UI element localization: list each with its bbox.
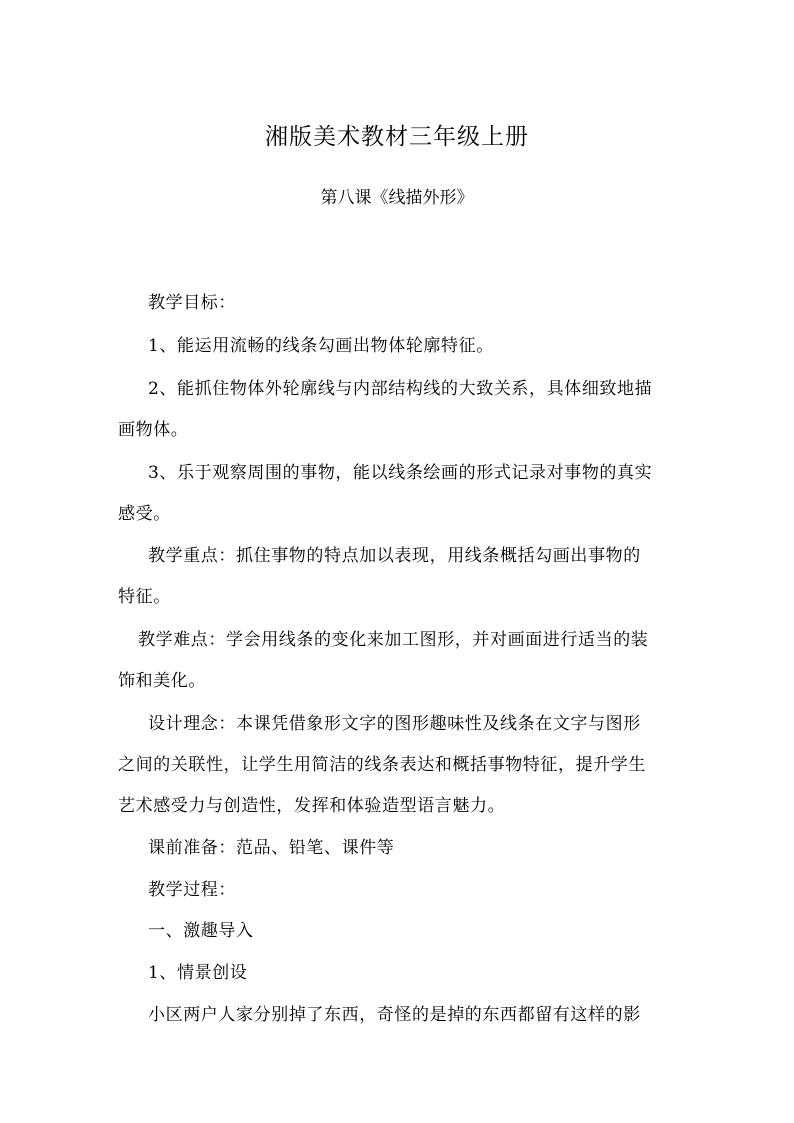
process-heading: 教学过程： xyxy=(148,880,236,900)
objective-2-line-2: 画物体。 xyxy=(118,420,189,440)
preparation-line: 课前准备：范品、铅笔、课件等 xyxy=(148,838,395,858)
key-point-line-1: 教学重点：抓住事物的特点加以表现，用线条概括勾画出事物的 xyxy=(148,546,641,566)
document-title: 湘版美术教材三年级上册 xyxy=(265,124,529,150)
story-line-1: 小区两户人家分别掉了东西，奇怪的是掉的东西都留有这样的影 xyxy=(148,1005,641,1025)
objective-3-line-2: 感受。 xyxy=(118,504,171,524)
difficulty-line-2: 饰和美化。 xyxy=(118,671,206,691)
key-point-line-2: 特征。 xyxy=(118,587,171,607)
section-1-heading: 一、激趣导入 xyxy=(148,921,254,941)
objective-1: 1、能运用流畅的线条勾画出物体轮廓特征。 xyxy=(148,336,494,356)
subsection-1-heading: 1、情景创设 xyxy=(148,963,248,983)
objective-2-line-1: 2、能抓住物体外轮廓线与内部结构线的大致关系，具体细致地描 xyxy=(148,379,653,399)
concept-line-3: 艺术感受力与创造性，发挥和体验造型语言魅力。 xyxy=(118,796,506,816)
concept-line-2: 之间的关联性，让学生用简洁的线条表达和概括事物特征，提升学生 xyxy=(118,755,646,775)
objective-3-line-1: 3、乐于观察周围的事物，能以线条绘画的形式记录对事物的真实 xyxy=(148,463,653,483)
lesson-subtitle: 第八课《线描外形》 xyxy=(320,188,474,208)
objectives-heading: 教学目标： xyxy=(148,293,236,313)
difficulty-line-1: 教学难点：学会用线条的变化来加工图形，并对画面进行适当的装 xyxy=(138,630,649,650)
concept-line-1: 设计理念：本课凭借象形文字的图形趣味性及线条在文字与图形 xyxy=(148,714,641,734)
